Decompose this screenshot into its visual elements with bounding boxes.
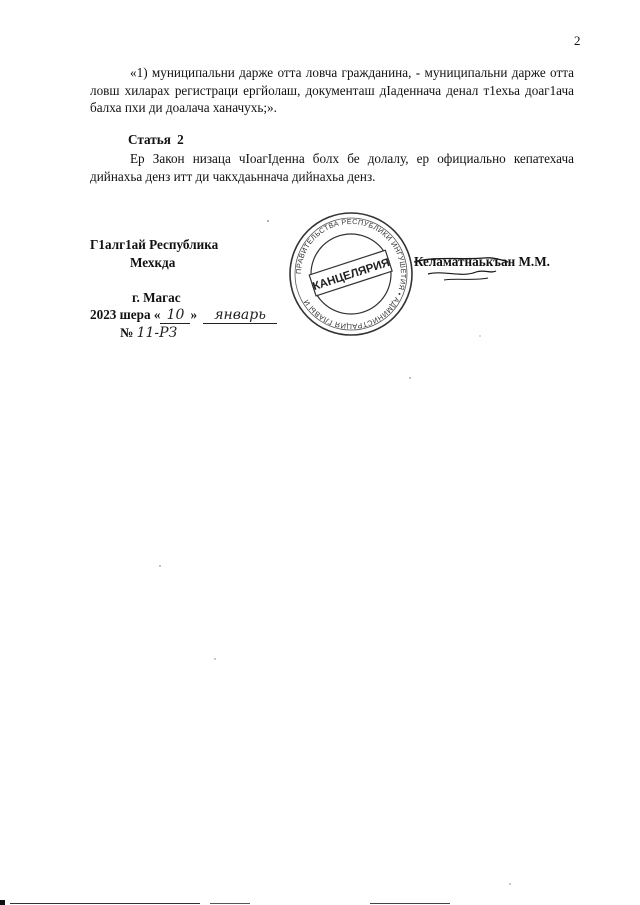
republic-line-1: Г1алг1ай Республика — [90, 237, 219, 252]
document-number: 11-РЗ — [136, 325, 178, 341]
page-number: 2 — [574, 33, 581, 48]
number-sign: № — [120, 325, 134, 340]
paragraph-2-text: Ер Закон низаца чIоагIденна болх бе долалу, ер официально кепатехача дийнахьа денз итт ди чакхдаьннача дийнахьа денз. — [90, 151, 574, 184]
date-month: январь — [203, 307, 277, 324]
date-year-prefix: 2023 шера « — [90, 307, 161, 322]
date-quote-close: » — [190, 307, 198, 322]
republic-line-2: Мехкда — [130, 255, 176, 270]
article-heading: Статья 2 — [128, 132, 184, 147]
stamp-ring-text: ПРАВИТЕЛЬСТВА РЕСПУБЛИКИ ИНГУШЕТИЯ • АДМИНИСТРАЦИЯ ГЛАВЫ И — [293, 216, 409, 332]
date-day: 10 — [160, 307, 190, 324]
paragraph-1-text: «1) муниципальни дарже отта ловча гражданина, - муниципальни дарже отта ловш хиларах регистраци ергйолаш, документаш дIаденнача денал т1ехьа доаг1ача балха пхи ди доалача ханачухь;». — [90, 65, 574, 115]
stamp-center-text: КАНЦЕЛЯРИЯ — [311, 256, 392, 294]
city-name: г. Магас — [132, 290, 181, 305]
scan-bottom-edge — [0, 900, 640, 905]
signer-name: Келаматнаькъан М.М. — [414, 254, 550, 269]
